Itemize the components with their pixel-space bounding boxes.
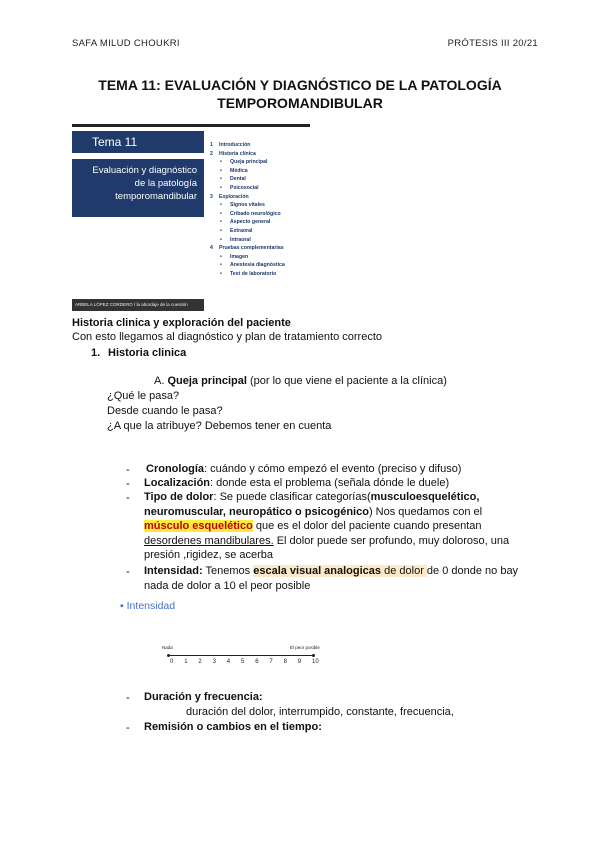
intensidad-highlight-plain: de dolor <box>381 565 427 577</box>
scale-tick-label: 8 <box>283 659 287 665</box>
bullet-dash: - <box>126 692 130 704</box>
intensidad-highlight <box>253 565 427 577</box>
duracion-title: Duración y frecuencia: <box>144 691 263 703</box>
bullet-localizacion <box>144 476 449 490</box>
bullet-intensidad <box>144 564 518 578</box>
scale-tick-label: 10 <box>312 659 319 665</box>
slide-toc-subitem: • Anestesia diagnóstica <box>210 261 310 270</box>
item-a-rest: (por lo que viene el paciente a la clínica) <box>246 375 447 387</box>
tipo-bold: musculoesquelético, <box>370 491 480 503</box>
slide-toc-item <box>210 150 310 159</box>
slide-toc-label: Pruebas complementarias <box>219 245 284 252</box>
slide-toc-number: 2 <box>210 150 213 157</box>
intensidad-text: de 0 donde no bay <box>426 565 519 577</box>
document-title <box>60 76 540 112</box>
scale-endpoint-right <box>312 654 315 657</box>
bullet-cronologia <box>146 462 461 476</box>
slide-toc-subitem: • Dental <box>210 175 310 184</box>
tipo-highlight: músculo esquelético <box>144 520 253 532</box>
scale-tick-label: 2 <box>198 659 202 665</box>
tipo-text: El dolor puede ser profundo, muy doloroso, una <box>273 535 510 547</box>
heading-number: 1. <box>91 347 101 359</box>
scale-tick-label: 6 <box>255 659 259 665</box>
slide-heading <box>72 159 204 217</box>
tipo-line-2 <box>144 505 482 519</box>
tipo-title: Tipo de dolor <box>144 491 214 503</box>
bullet-dash: - <box>126 464 130 476</box>
question-1: ¿Qué le pasa? <box>107 390 180 402</box>
slide-toc-label: Introducción <box>219 142 251 148</box>
scale-line <box>168 655 314 656</box>
scale-tick-label: 4 <box>226 659 231 665</box>
slide-toc-subitem: • Psicosocial <box>210 184 310 193</box>
slide-toc-item <box>210 141 310 150</box>
title-line-2: TEMPOROMANDIBULAR <box>217 95 383 111</box>
slide-toc-subitem: • Queja principal <box>210 158 310 167</box>
slide-toc-label: Historia clínica <box>219 150 256 157</box>
slide-toc-subitem: • Signos vitales <box>210 201 310 210</box>
scale-tick-label: 1 <box>184 659 188 665</box>
title-line-1: TEMA 11: EVALUACIÓN Y DIAGNÓSTICO DE LA PATOLOGÍA <box>98 77 502 93</box>
slide-toc-item <box>210 244 310 253</box>
slide-toc-label: Exploración <box>219 193 249 200</box>
slide-toc-number: 1 <box>210 142 213 148</box>
slide-toc-item <box>210 193 310 202</box>
scale-tick-label: 5 <box>241 659 245 665</box>
cronologia-text: : cuándo y cómo empezó el evento (preciso y difuso) <box>204 463 462 475</box>
slide-heading-line: Evaluación y diagnóstico <box>92 165 197 176</box>
slide-toc-subitem: • Médica <box>210 167 310 176</box>
tipo-line-3 <box>144 519 482 533</box>
slide-toc-subitem: • Imagen <box>210 253 310 262</box>
slide-image <box>72 124 310 315</box>
intensidad-title: Intensidad: <box>144 565 203 577</box>
slide-toc-subitem: • Extraoral <box>210 227 310 236</box>
intensidad-line-2: nada de dolor a 10 el peor posible <box>144 580 311 592</box>
scale-tick-label: 0 <box>170 659 174 665</box>
scale-tick-label: 9 <box>297 659 302 665</box>
header-author: SAFA MILUD CHOUKRI <box>72 38 180 49</box>
scale-right-label: El peor posible <box>290 645 320 650</box>
slide-footer: ARBELA LÓPEZ CORDERO / la abordaje de la cuestión <box>72 299 204 311</box>
header-course: PRÓTESIS III 20/21 <box>447 38 538 49</box>
slide-toc-number: 3 <box>210 193 213 200</box>
section-title: Historia clinica y exploración del paciente <box>72 317 291 329</box>
tipo-line-4 <box>144 534 509 548</box>
item-a-letter: A. <box>154 375 165 387</box>
tipo-line-5: presión ,rigidez, se acerba <box>144 549 274 561</box>
slide-toc-number: 4 <box>210 245 213 252</box>
slide-heading-line: temporomandibular <box>115 191 197 202</box>
slide-toc <box>210 141 310 279</box>
tipo-bold: neuromuscular, neuropático o psicogénico <box>144 506 369 518</box>
slide-toc-subitem: • Cribado neurológico <box>210 210 310 219</box>
duracion-text: duración del dolor, interrumpido, constante, frecuencia, <box>186 706 454 718</box>
scale-tick-label: 3 <box>212 659 216 665</box>
scale-tick-label: 7 <box>269 659 273 665</box>
scale-endpoint-left <box>167 654 170 657</box>
remision-title: Remisión o cambios en el tiempo: <box>144 721 322 733</box>
bullet-dash: - <box>126 566 130 578</box>
bullet-dash: - <box>126 492 130 504</box>
localizacion-text: : donde esta el problema (señala dónde le duele) <box>210 477 450 489</box>
intensidad-text: Tenemos <box>202 565 254 577</box>
cronologia-title: Cronología <box>146 463 205 475</box>
bullet-dash: - <box>126 478 130 490</box>
localizacion-title: Localización <box>144 477 211 489</box>
item-a-title: Queja principal <box>167 375 247 387</box>
slide-heading-line: de la patología <box>134 178 197 189</box>
tipo-text: que es el dolor del paciente cuando presentan <box>252 520 482 532</box>
question-3: ¿A que la atribuye? Debemos tener en cuenta <box>107 420 332 432</box>
slide-tema-label: Tema 11 <box>72 131 204 153</box>
scale-left-label: Nada <box>162 645 173 650</box>
bullet-dash: - <box>126 722 130 734</box>
slide-toc-subitem: • Intraoral <box>210 236 310 245</box>
intro-text: Con esto llegamos al diagnóstico y plan de tratamiento correcto <box>72 331 383 343</box>
tipo-text: ) Nos quedamos con el <box>368 506 483 518</box>
intensidad-slide-label: ▪ Intensidad <box>120 600 176 612</box>
bullet-tipo-dolor <box>144 490 479 504</box>
slide-toc-subitem: • Aspecto general <box>210 218 310 227</box>
question-2: Desde cuando le pasa? <box>107 405 223 417</box>
intensidad-highlight-bold: escala visual analogicas <box>253 565 382 577</box>
heading-historia-clinica: Historia clinica <box>108 347 187 359</box>
tipo-text: : Se puede clasificar categorías( <box>213 491 371 503</box>
tipo-underline: desordenes mandibulares. <box>144 535 274 547</box>
slide-toc-subitem: • Test de laboratorio <box>210 270 310 279</box>
item-a <box>154 374 447 388</box>
